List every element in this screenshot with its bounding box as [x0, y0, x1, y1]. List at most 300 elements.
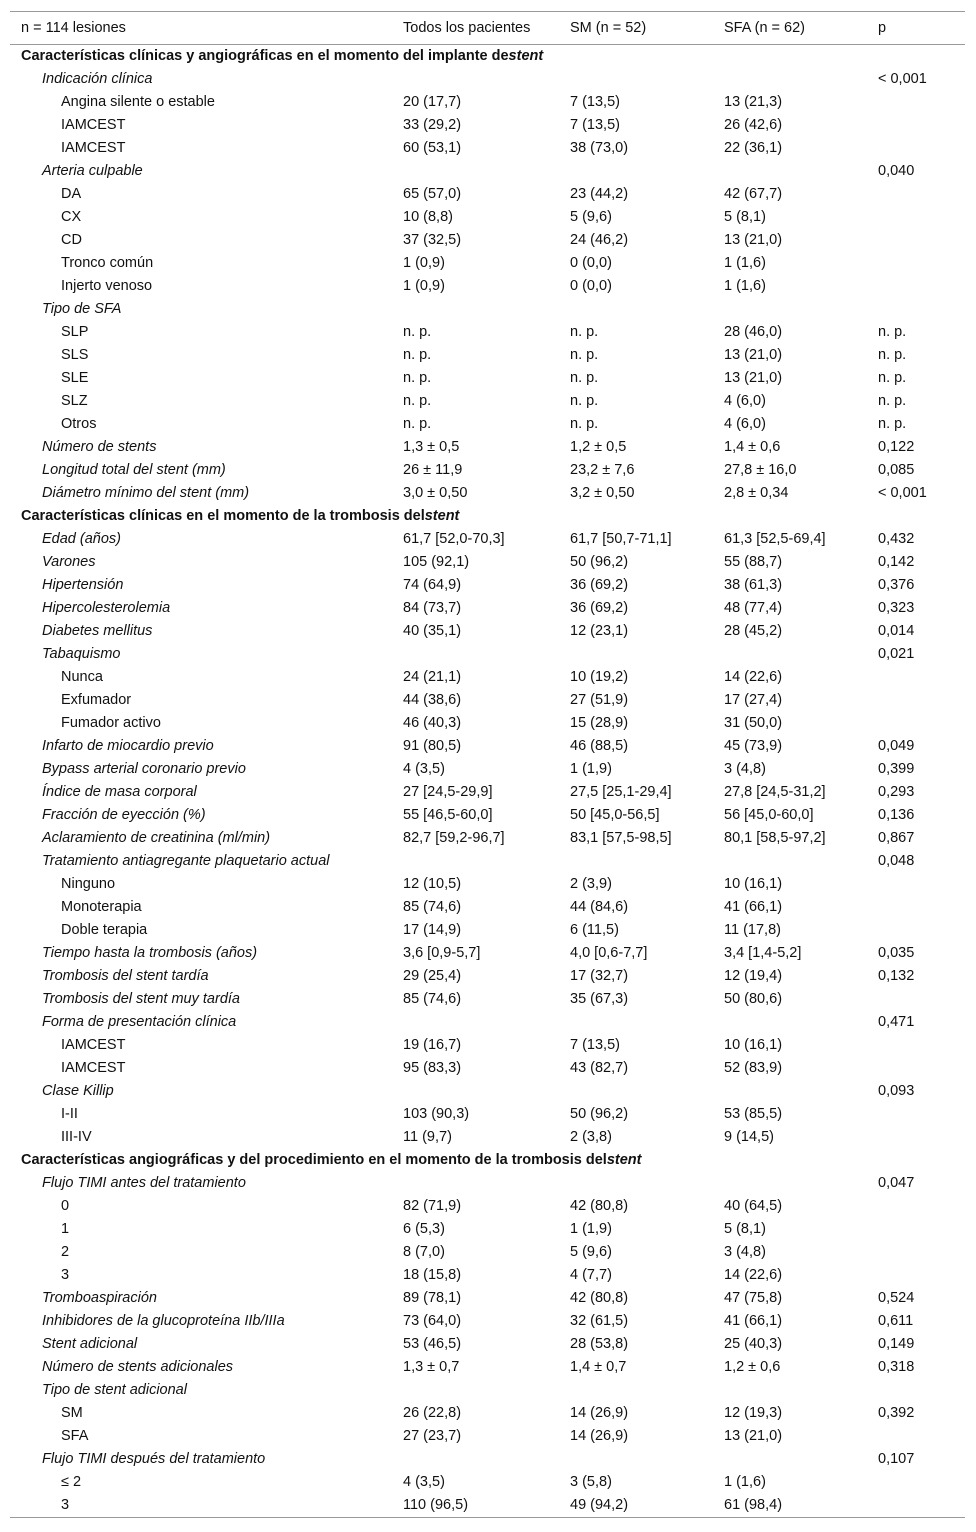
cell-sm-text: 10 (19,2) — [570, 669, 629, 685]
cell-sfa — [724, 1195, 782, 1218]
row-label-text: CD — [61, 232, 82, 248]
row-label — [42, 827, 270, 850]
cell-sm — [570, 597, 628, 620]
cell-sm — [570, 1103, 628, 1126]
table-row — [10, 896, 965, 919]
cell-sm — [570, 344, 598, 367]
row-label-text: 1 — [61, 1221, 70, 1237]
cell-sm-text: 12 (23,1) — [570, 623, 629, 639]
row-label — [61, 413, 96, 436]
table-row — [10, 942, 965, 965]
row-label — [61, 183, 81, 206]
cell-sm-text: 50 (96,2) — [570, 1106, 629, 1122]
cell-p-value — [878, 1310, 913, 1333]
cell-p-value — [878, 620, 914, 643]
table-row — [10, 574, 965, 597]
cell-sfa — [724, 1264, 782, 1287]
cell-sfa — [724, 528, 826, 551]
cell-sm — [570, 528, 672, 551]
cell-sfa-text: 53 (85,5) — [724, 1106, 783, 1122]
cell-sm — [570, 942, 647, 965]
italic-term: stent — [508, 48, 544, 64]
cell-all-patients-text: 4 (3,5) — [403, 761, 445, 777]
row-label — [42, 160, 143, 183]
cell-sm-text: 49 (94,2) — [570, 1497, 629, 1513]
cell-sm-text: 2 (3,9) — [570, 876, 612, 892]
cell-sfa — [724, 1057, 782, 1080]
cell-all-patients-text: 91 (80,5) — [403, 738, 462, 754]
row-label — [42, 1287, 157, 1310]
row-label-text: Tipo de stent adicional — [42, 1382, 187, 1398]
cell-p-value — [878, 413, 906, 436]
cell-sfa — [724, 1241, 766, 1264]
cell-sm — [570, 1264, 612, 1287]
cell-all-patients-text: 55 [46,5-60,0] — [403, 807, 493, 823]
cell-sfa — [724, 1218, 766, 1241]
row-label — [42, 1448, 265, 1471]
row-label-text: I-II — [61, 1106, 78, 1122]
cell-p-value-text: 0,136 — [878, 807, 915, 823]
row-label-text: Trombosis del stent tardía — [42, 968, 209, 984]
cell-all-patients-text: 60 (53,1) — [403, 140, 462, 156]
cell-sm-text: 50 [45,0-56,5] — [570, 807, 660, 823]
cell-sm — [570, 137, 628, 160]
row-label — [61, 91, 215, 114]
header-cell-p: p — [878, 20, 887, 36]
row-label-text: Arteria culpable — [42, 163, 143, 179]
cell-sm-text: 32 (61,5) — [570, 1313, 629, 1329]
cell-all-patients — [403, 942, 480, 965]
row-label — [61, 1126, 92, 1149]
cell-sfa — [724, 1287, 782, 1310]
cell-sfa — [724, 229, 782, 252]
cell-all-patients — [403, 183, 461, 206]
cell-sfa-text: 26 (42,6) — [724, 117, 783, 133]
cell-all-patients — [403, 758, 445, 781]
cell-sfa-text: 13 (21,0) — [724, 347, 783, 363]
cell-p-value — [878, 1287, 914, 1310]
cell-all-patients — [403, 459, 462, 482]
cell-p-value — [878, 574, 914, 597]
row-label-text: 0 — [61, 1198, 70, 1214]
cell-p-value — [878, 804, 914, 827]
cell-sm-text: 1,4 ± 0,7 — [570, 1359, 627, 1375]
cell-all-patients — [403, 1264, 461, 1287]
cell-p-value — [878, 436, 914, 459]
cell-sfa-text: 17 (27,4) — [724, 692, 783, 708]
cell-all-patients-text: 17 (14,9) — [403, 922, 462, 938]
cell-sfa — [724, 1356, 780, 1379]
cell-all-patients-text: 11 (9,7) — [403, 1129, 452, 1145]
cell-sm — [570, 1333, 628, 1356]
cell-all-patients — [403, 781, 493, 804]
row-label — [42, 551, 95, 574]
cell-p-value-text: < 0,001 — [878, 71, 927, 87]
cell-sm-text: 36 (69,2) — [570, 577, 629, 593]
cell-sm-text: 23,2 ± 7,6 — [570, 462, 635, 478]
cell-sm — [570, 620, 628, 643]
cell-all-patients-text: n. p. — [403, 393, 432, 409]
row-label — [42, 1333, 137, 1356]
cell-sfa-text: 25 (40,3) — [724, 1336, 783, 1352]
row-label — [42, 1080, 114, 1103]
cell-all-patients — [403, 620, 461, 643]
row-label — [61, 1195, 69, 1218]
row-label — [61, 321, 88, 344]
cell-sfa-text: 56 [45,0-60,0] — [724, 807, 814, 823]
cell-sm — [570, 919, 619, 942]
row-label-text: Diámetro mínimo del stent (mm) — [42, 485, 250, 501]
cell-sfa — [724, 436, 780, 459]
cell-p-value — [878, 390, 906, 413]
cell-sm-text: 14 (26,9) — [570, 1405, 629, 1421]
row-label — [42, 68, 152, 91]
cell-sm-text: 1 (1,9) — [570, 1221, 612, 1237]
row-label-text: Tronco común — [61, 255, 154, 271]
row-label-text: Tiempo hasta la trombosis (años) — [42, 945, 258, 961]
cell-sfa-text: 1,4 ± 0,6 — [724, 439, 781, 455]
cell-p-value — [878, 781, 914, 804]
cell-p-value — [878, 459, 914, 482]
cell-all-patients — [403, 1425, 461, 1448]
table-row — [10, 1471, 965, 1494]
row-label-text: Stent adicional — [42, 1336, 138, 1352]
row-label — [61, 229, 82, 252]
cell-sfa — [724, 459, 796, 482]
cell-all-patients — [403, 1333, 461, 1356]
cell-sfa — [724, 597, 782, 620]
cell-all-patients-text: 3,0 ± 0,50 — [403, 485, 468, 501]
cell-p-value-text: 0,867 — [878, 830, 915, 846]
cell-sfa-text: 28 (45,2) — [724, 623, 783, 639]
cell-p-value-text: 0,035 — [878, 945, 915, 961]
cell-p-value — [878, 68, 927, 91]
cell-sfa-text: 12 (19,4) — [724, 968, 783, 984]
table-row — [10, 643, 965, 666]
cell-sfa-text: 11 (17,8) — [724, 922, 781, 938]
cell-all-patients — [403, 1241, 445, 1264]
cell-all-patients — [403, 114, 461, 137]
cell-p-value — [878, 344, 906, 367]
cell-all-patients — [403, 965, 461, 988]
cell-sfa-text: 22 (36,1) — [724, 140, 783, 156]
cell-all-patients — [403, 1356, 459, 1379]
cell-all-patients-text: 24 (21,1) — [403, 669, 462, 685]
cell-sm — [570, 1241, 612, 1264]
cell-sm-text: 27 (51,9) — [570, 692, 629, 708]
row-label — [21, 505, 459, 528]
cell-p-value — [878, 827, 914, 850]
table-row — [10, 344, 965, 367]
table-row — [10, 1126, 965, 1149]
cell-all-patients-text: 1 (0,9) — [403, 255, 445, 271]
cell-sfa-text: 52 (83,9) — [724, 1060, 783, 1076]
cell-sm-text: 15 (28,9) — [570, 715, 629, 731]
cell-sm — [570, 1126, 612, 1149]
row-label — [61, 1425, 88, 1448]
cell-all-patients — [403, 1494, 468, 1517]
row-label — [42, 781, 197, 804]
cell-p-value — [878, 160, 914, 183]
cell-p-value-text: 0,471 — [878, 1014, 915, 1030]
cell-sfa-text: 4 (6,0) — [724, 416, 766, 432]
cell-all-patients-text: 82,7 [59,2-96,7] — [403, 830, 505, 846]
row-label — [42, 574, 123, 597]
cell-sm-text: n. p. — [570, 416, 599, 432]
row-label-text: Edad (años) — [42, 531, 121, 547]
cell-all-patients — [403, 896, 461, 919]
cell-all-patients-text: 8 (7,0) — [403, 1244, 445, 1260]
row-label-text: DA — [61, 186, 82, 202]
cell-p-value — [878, 482, 927, 505]
cell-sfa-text: 14 (22,6) — [724, 1267, 783, 1283]
table-row — [10, 229, 965, 252]
cell-sfa — [724, 1494, 782, 1517]
row-label-text: Fumador activo — [61, 715, 161, 731]
cell-sm — [570, 275, 612, 298]
cell-sfa — [724, 758, 766, 781]
row-label — [61, 712, 161, 735]
row-label-text: SLZ — [61, 393, 88, 409]
cell-sfa — [724, 275, 766, 298]
row-label — [61, 367, 88, 390]
cell-sm — [570, 689, 628, 712]
cell-sm — [570, 551, 628, 574]
cell-p-value — [878, 528, 914, 551]
cell-sm-text: 2 (3,8) — [570, 1129, 612, 1145]
table-row — [10, 827, 965, 850]
cell-all-patients — [403, 666, 461, 689]
row-label — [42, 758, 246, 781]
cell-all-patients-text: 20 (17,7) — [403, 94, 462, 110]
cell-all-patients-text: 3,6 [0,9-5,7] — [403, 945, 481, 961]
cell-sm-text: 3 (5,8) — [570, 1474, 612, 1490]
table-row — [10, 712, 965, 735]
cell-all-patients — [403, 574, 461, 597]
cell-all-patients-text: n. p. — [403, 416, 432, 432]
cell-sfa-text: 38 (61,3) — [724, 577, 783, 593]
cell-sfa-text: 3 (4,8) — [724, 1244, 766, 1260]
cell-p-value-text: 0,021 — [878, 646, 915, 662]
cell-sfa — [724, 367, 782, 390]
row-label — [42, 1011, 236, 1034]
cell-sm — [570, 873, 612, 896]
italic-term: stent — [424, 508, 460, 524]
cell-p-value — [878, 1356, 914, 1379]
table-row — [10, 1310, 965, 1333]
cell-sm — [570, 482, 634, 505]
cell-all-patients-text: 85 (74,6) — [403, 899, 462, 915]
row-label — [21, 1149, 641, 1172]
cell-sfa-text: 1,2 ± 0,6 — [724, 1359, 781, 1375]
cell-all-patients-text: 19 (16,7) — [403, 1037, 462, 1053]
cell-all-patients-text: 29 (25,4) — [403, 968, 462, 984]
table-row — [10, 1172, 965, 1195]
row-label-text: 3 — [61, 1267, 70, 1283]
cell-p-value — [878, 597, 914, 620]
cell-sm — [570, 183, 628, 206]
row-label-text: Tratamiento antiagregante plaquetario actual — [42, 853, 330, 869]
table-row — [10, 666, 965, 689]
cell-all-patients — [403, 91, 461, 114]
cell-all-patients — [403, 597, 461, 620]
row-label-text: Monoterapia — [61, 899, 142, 915]
table-row — [10, 1333, 965, 1356]
cell-sfa — [724, 1310, 782, 1333]
table-body — [10, 45, 965, 1517]
cell-sm — [570, 114, 620, 137]
cell-all-patients-text: 95 (83,3) — [403, 1060, 462, 1076]
cell-all-patients — [403, 1034, 461, 1057]
row-label — [42, 528, 121, 551]
cell-all-patients-text: 18 (15,8) — [403, 1267, 462, 1283]
cell-sfa — [724, 666, 782, 689]
cell-sfa-text: 13 (21,0) — [724, 232, 783, 248]
cell-sfa — [724, 91, 782, 114]
row-label — [61, 919, 147, 942]
row-label — [61, 1264, 69, 1287]
row-label-text: Trombosis del stent muy tardía — [42, 991, 240, 1007]
cell-sfa-text: 14 (22,6) — [724, 669, 783, 685]
row-label-text: Ninguno — [61, 876, 116, 892]
cell-all-patients-text: 85 (74,6) — [403, 991, 462, 1007]
table-row — [10, 1057, 965, 1080]
row-label — [42, 942, 257, 965]
table-row — [10, 321, 965, 344]
row-label-text: IAMCEST — [61, 140, 126, 156]
cell-p-value — [878, 850, 914, 873]
cell-sm — [570, 367, 598, 390]
cell-all-patients — [403, 482, 467, 505]
row-label-text: Bypass arterial coronario previo — [42, 761, 246, 777]
row-label-text: Inhibidores de la glucoproteína IIb/IIIa — [42, 1313, 285, 1329]
cell-sm-text: 46 (88,5) — [570, 738, 629, 754]
cell-sm-text: 28 (53,8) — [570, 1336, 629, 1352]
row-label — [42, 1379, 187, 1402]
table-row — [10, 1080, 965, 1103]
cell-sm-text: n. p. — [570, 393, 599, 409]
row-label — [61, 1471, 81, 1494]
row-label-text: Número de stents adicionales — [42, 1359, 234, 1375]
header-cell-sm: SM (n = 52) — [570, 20, 647, 36]
cell-all-patients — [403, 436, 459, 459]
table-row — [10, 183, 965, 206]
table-row — [10, 1195, 965, 1218]
cell-sm-text: 5 (9,6) — [570, 209, 612, 225]
cell-p-value-text: 0,107 — [878, 1451, 915, 1467]
cell-p-value-text: 0,093 — [878, 1083, 915, 1099]
cell-sfa-text: 27,8 ± 16,0 — [724, 462, 797, 478]
row-label-text: Longitud total del stent (mm) — [42, 462, 226, 478]
cell-all-patients — [403, 229, 461, 252]
row-label — [61, 1034, 125, 1057]
cell-sfa — [724, 574, 782, 597]
row-label — [42, 459, 226, 482]
row-label-text: Indicación clínica — [42, 71, 153, 87]
cell-sm — [570, 1287, 628, 1310]
cell-all-patients-text: 1,3 ± 0,5 — [403, 439, 460, 455]
row-label-text: SLS — [61, 347, 89, 363]
cell-all-patients-text: 73 (64,0) — [403, 1313, 462, 1329]
cell-sm-text: 42 (80,8) — [570, 1198, 629, 1214]
row-label-text: Forma de presentación clínica — [42, 1014, 237, 1030]
cell-all-patients-text: n. p. — [403, 324, 432, 340]
cell-p-value-text: 0,040 — [878, 163, 915, 179]
cell-all-patients-text: 44 (38,6) — [403, 692, 462, 708]
row-label-text: Índice de masa corporal — [42, 784, 197, 800]
cell-sfa-text: 9 (14,5) — [724, 1129, 774, 1145]
cell-p-value — [878, 1333, 914, 1356]
cell-sfa — [724, 137, 782, 160]
cell-sm — [570, 1402, 628, 1425]
table-row — [10, 804, 965, 827]
row-label-text: Varones — [42, 554, 96, 570]
row-label-text: CX — [61, 209, 82, 225]
row-label-text: Infarto de miocardio previo — [42, 738, 214, 754]
row-label-text: Tromboaspiración — [42, 1290, 157, 1306]
cell-sm — [570, 804, 660, 827]
cell-all-patients — [403, 1195, 461, 1218]
row-label — [61, 344, 88, 367]
cell-sfa-text: 1 (1,6) — [724, 255, 766, 271]
row-label-text: Hipertensión — [42, 577, 124, 593]
cell-sfa — [724, 114, 782, 137]
cell-p-value-text: 0,432 — [878, 531, 915, 547]
row-label — [42, 988, 240, 1011]
cell-sfa — [724, 344, 782, 367]
cell-all-patients-text: 6 (5,3) — [403, 1221, 445, 1237]
cell-sm — [570, 413, 598, 436]
row-label — [42, 643, 120, 666]
cell-sfa — [724, 1471, 766, 1494]
table-row — [10, 1103, 965, 1126]
cell-sfa-text: 45 (73,9) — [724, 738, 783, 754]
header-cell-sfa: SFA (n = 62) — [724, 20, 806, 36]
cell-sm-text: 44 (84,6) — [570, 899, 629, 915]
cell-all-patients-text: 26 ± 11,9 — [403, 462, 463, 478]
cell-p-value — [878, 643, 914, 666]
cell-all-patients-text: n. p. — [403, 370, 432, 386]
table-row — [10, 413, 965, 436]
cell-sm — [570, 390, 598, 413]
cell-sfa-text: 31 (50,0) — [724, 715, 783, 731]
row-label — [42, 298, 121, 321]
cell-all-patients — [403, 528, 505, 551]
header-cell-lesions: n = 114 lesiones — [21, 20, 126, 36]
cell-sfa — [724, 804, 814, 827]
cell-p-value-text: 0,048 — [878, 853, 915, 869]
cell-all-patients-text: 37 (32,5) — [403, 232, 462, 248]
cell-sm-text: 1,2 ± 0,5 — [570, 439, 627, 455]
cell-sfa — [724, 551, 782, 574]
row-label — [42, 1172, 246, 1195]
table-row — [10, 367, 965, 390]
row-label — [42, 436, 156, 459]
cell-all-patients-text: 1,3 ± 0,7 — [403, 1359, 460, 1375]
table-row — [10, 390, 965, 413]
cell-all-patients-text: 10 (8,8) — [403, 209, 453, 225]
cell-p-value — [878, 321, 906, 344]
cell-p-value — [878, 1402, 914, 1425]
cell-sm-text: 50 (96,2) — [570, 554, 629, 570]
table-row — [10, 1011, 965, 1034]
cell-sfa — [724, 321, 782, 344]
cell-sfa — [724, 1103, 782, 1126]
cell-all-patients-text: 74 (64,9) — [403, 577, 462, 593]
cell-sm — [570, 91, 620, 114]
data-table — [10, 11, 965, 1518]
cell-sfa — [724, 873, 782, 896]
